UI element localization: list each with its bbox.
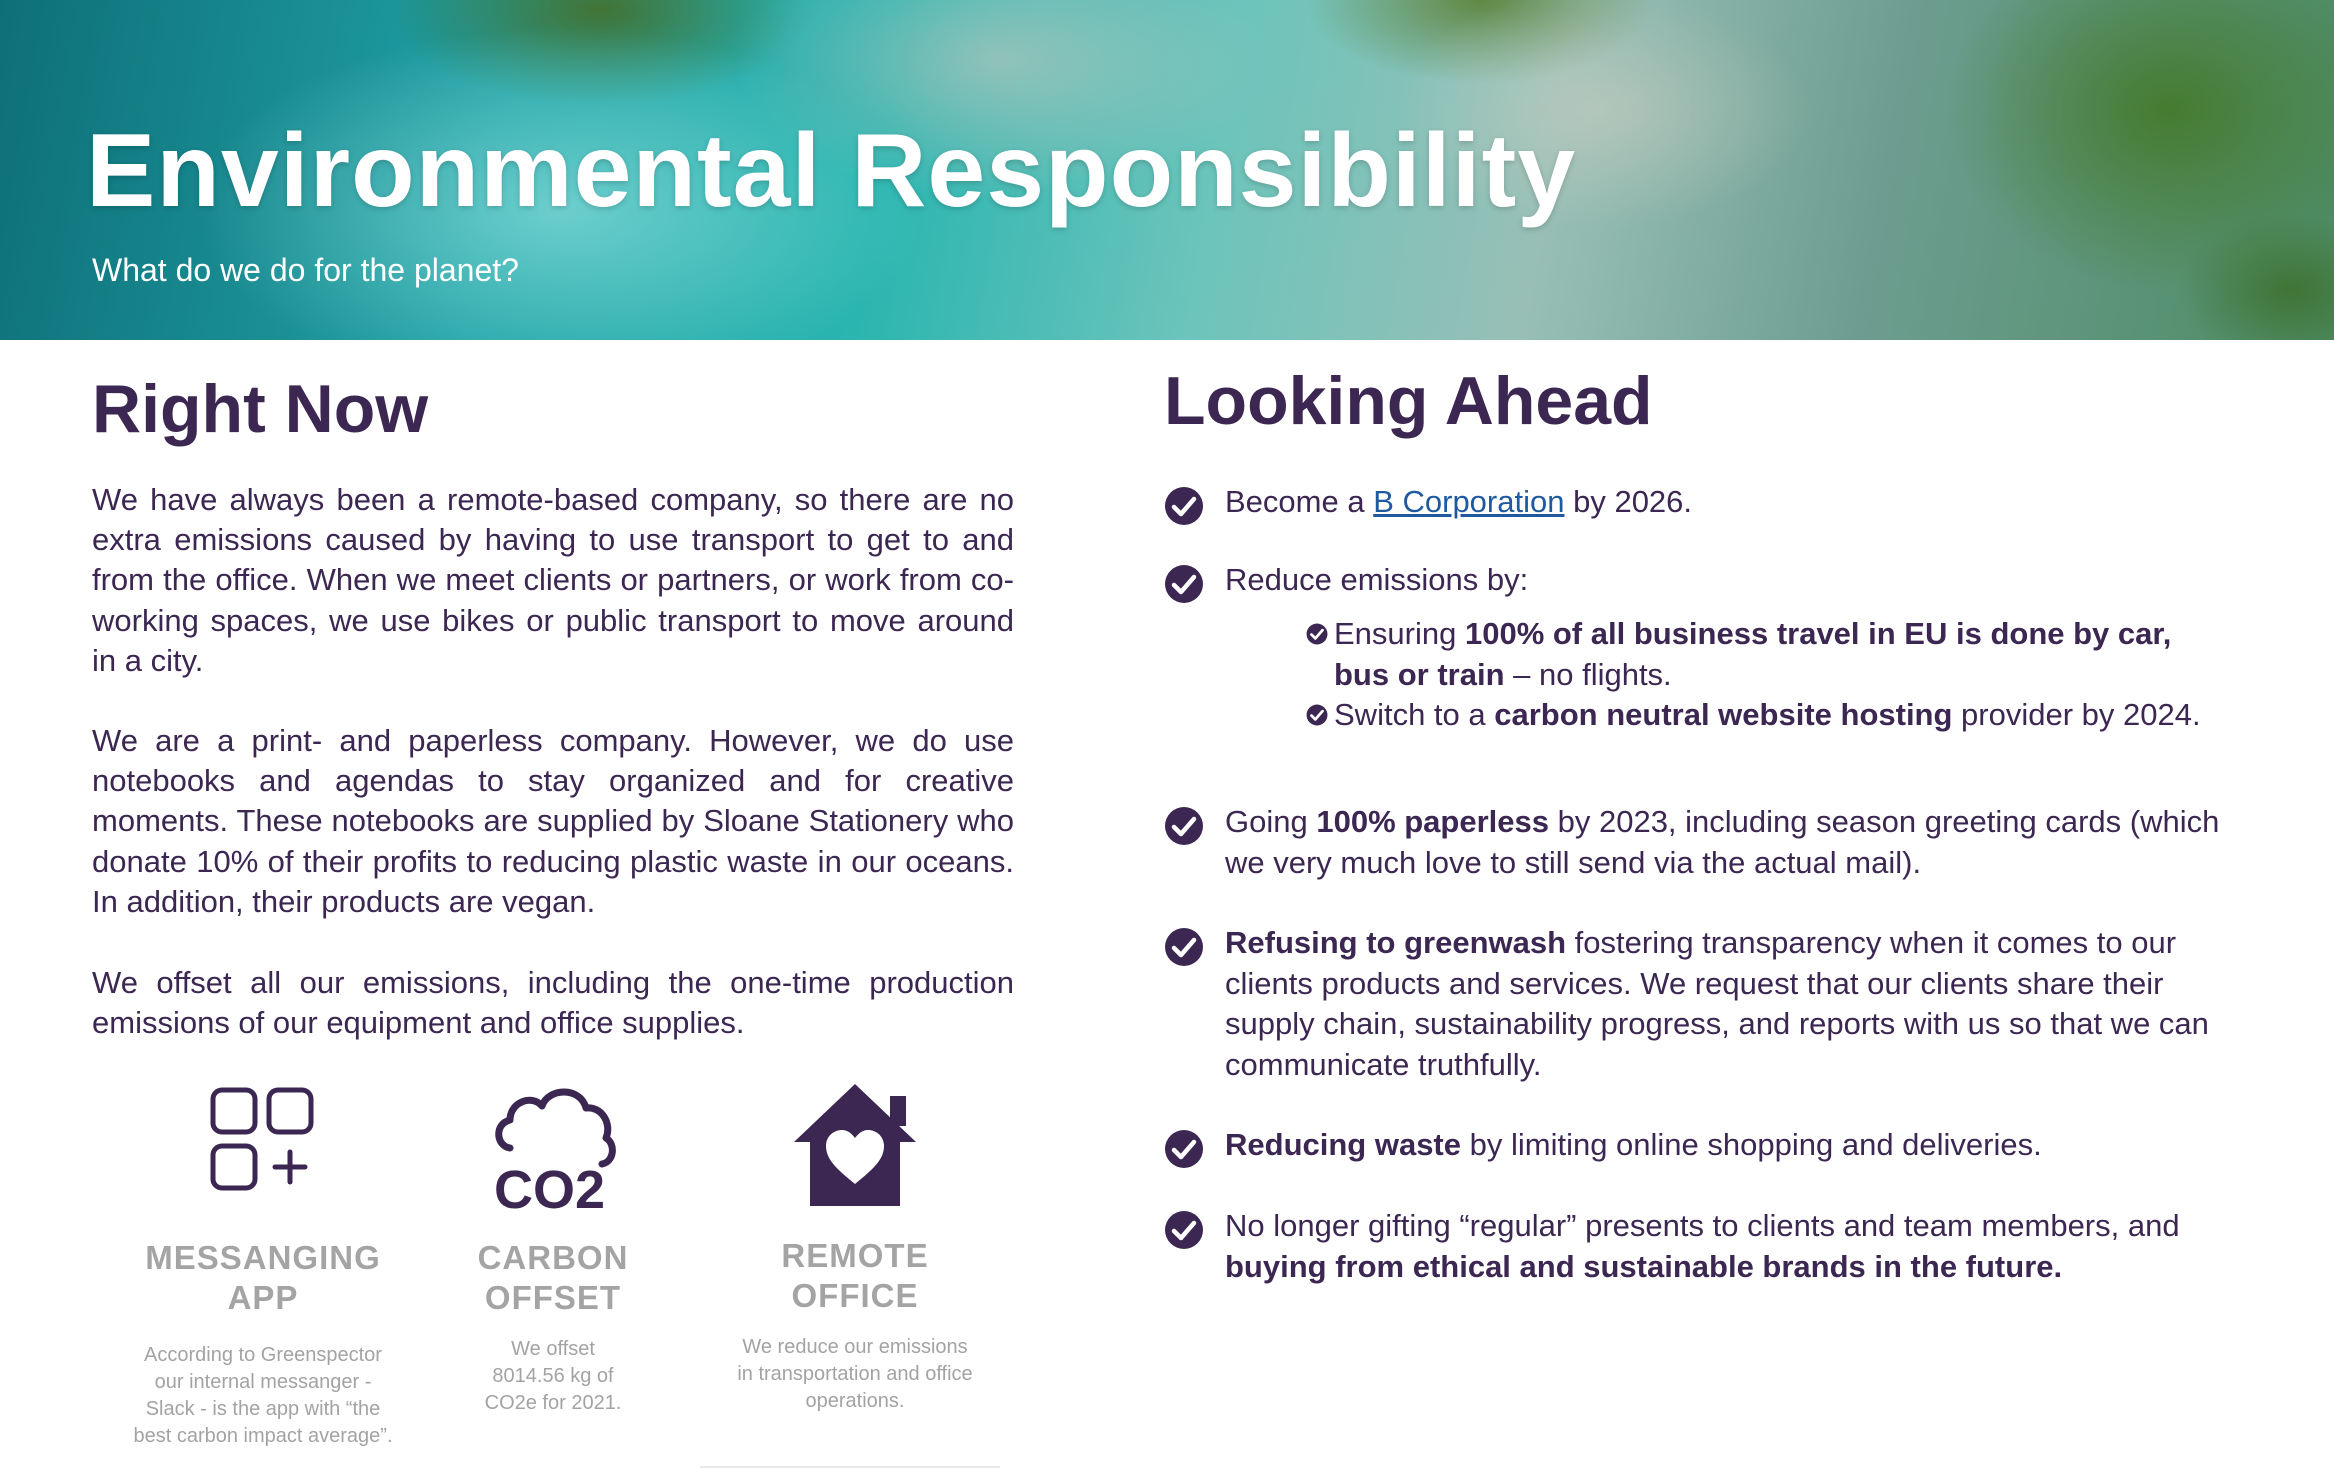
feature-title-line1: REMOTE	[781, 1237, 929, 1274]
goal-text	[1225, 1125, 2244, 1166]
goal-text	[1225, 923, 2244, 1085]
sub-goal-post: – no flights.	[1504, 656, 1672, 692]
hero-banner	[0, 0, 2334, 340]
check-circle-icon	[1164, 1129, 1204, 1169]
right-now-section	[92, 370, 1014, 1041]
goal-text-bold: Refusing to greenwash	[1225, 925, 1567, 960]
check-circle-icon	[1164, 1210, 1204, 1250]
feature-desc-line: operations.	[805, 1390, 905, 1412]
paperless-paragraph: We are a print- and paperless company. However, we do use notebooks and agendas to stay organized and for creative moments. These notebooks are supplied by Sloane Stationery who donate 10% of their profits to reducing plastic waste in our oceans. In addition, their products are vegan.	[92, 723, 1014, 919]
apps-grid-plus-icon	[207, 1084, 319, 1196]
offset-paragraph: We offset all our emissions, including the one-time production emissions of our equipment and office supplies.	[92, 965, 1014, 1041]
check-circle-icon	[1164, 927, 1204, 967]
co2-cloud-icon	[488, 1084, 618, 1216]
feature-title-line2: OFFSET	[484, 1279, 622, 1316]
goal-text-pre: Become a	[1225, 484, 1374, 519]
feature-desc-line: in transportation and office	[737, 1363, 973, 1385]
sub-goal-text	[1334, 695, 2234, 736]
sub-goal-text	[1334, 614, 2234, 695]
feature-desc-line: CO2e for 2021.	[484, 1392, 622, 1414]
looking-ahead-section	[1164, 362, 2244, 1284]
goal-text-post: by limiting online shopping and deliveries.	[1461, 1127, 2042, 1162]
goal-text	[1225, 1206, 2244, 1287]
check-circle-icon	[1164, 564, 1204, 604]
goal-text-bold: Reducing waste	[1225, 1127, 1461, 1162]
b-corporation-link[interactable]: B Corporation	[1373, 484, 1565, 519]
goal-text-bold: buying from ethical and sustainable brands in the future.	[1225, 1248, 2063, 1284]
goal-text	[1225, 802, 2244, 883]
page-title: Environmental Responsibility	[86, 113, 1577, 229]
feature-desc-line: 8014.56 kg of	[492, 1365, 614, 1387]
right-now-heading: Right Now	[92, 371, 429, 447]
check-circle-small-icon	[1306, 623, 1328, 645]
feature-title-line2: APP	[227, 1279, 299, 1316]
feature-desc-line: According to Greenspector	[144, 1344, 382, 1366]
feature-desc-line: We reduce our emissions	[742, 1336, 968, 1358]
goal-text	[1225, 482, 2244, 523]
sub-goal-bold: carbon neutral website hosting	[1494, 697, 1953, 732]
house-heart-icon	[788, 1080, 922, 1210]
feature-desc-line: Slack - is the app with “the	[145, 1398, 381, 1420]
feature-messaging-app	[96, 1084, 430, 1450]
goal-text-post: by 2023, including season greeting cards (which we very much love to still send via the actual mail).	[1225, 804, 2220, 880]
check-circle-icon	[1164, 486, 1204, 526]
feature-remote-office	[694, 1080, 1016, 1415]
remote-transport-paragraph: We have always been a remote-based company, so there are no extra emissions caused by having to use transport to get to and from the office. When we meet clients or partners, or work from co-working spaces, we use bikes or public transport to move around in a city.	[92, 482, 1014, 678]
goal-text-pre: No longer gifting “regular” presents to clients and team members, and	[1225, 1208, 2180, 1243]
check-circle-small-icon	[1306, 704, 1328, 726]
goal-text: Reduce emissions by:	[1225, 562, 1529, 597]
feature-desc-line: We offset	[511, 1338, 595, 1360]
goal-text-bold: 100% paperless	[1316, 804, 1549, 839]
sub-goal-pre: Switch to a	[1334, 697, 1495, 732]
page-subtitle: What do we do for the planet?	[92, 252, 519, 288]
goal-text-pre: Going	[1225, 804, 1317, 839]
divider	[700, 1466, 1000, 1468]
looking-ahead-heading: Looking Ahead	[1164, 363, 1653, 439]
feature-desc-line: our internal messanger -	[154, 1371, 372, 1393]
feature-title-line1: CARBON	[477, 1239, 629, 1276]
feature-desc-line: best carbon impact average”.	[133, 1425, 393, 1447]
sub-goal-pre: Ensuring	[1334, 616, 1465, 651]
co2-icon-label: CO2	[494, 1160, 606, 1216]
sub-goal-post: provider by 2024.	[1952, 697, 2201, 732]
sub-goal-bold: 100% of all business travel in EU is done by car, bus or train	[1334, 616, 2172, 692]
feature-title-line2: OFFICE	[791, 1277, 919, 1314]
goal-text-post: fostering transparency when it comes to our clients products and services. We request that our clients share their supply chain, sustainability progress, and reports with us so that we can communicate truthfully.	[1225, 925, 2209, 1082]
check-circle-icon	[1164, 806, 1204, 846]
feature-title-line1: MESSANGING	[145, 1239, 381, 1276]
feature-carbon-offset	[442, 1084, 664, 1417]
goal-text-post: by 2026.	[1564, 484, 1693, 519]
